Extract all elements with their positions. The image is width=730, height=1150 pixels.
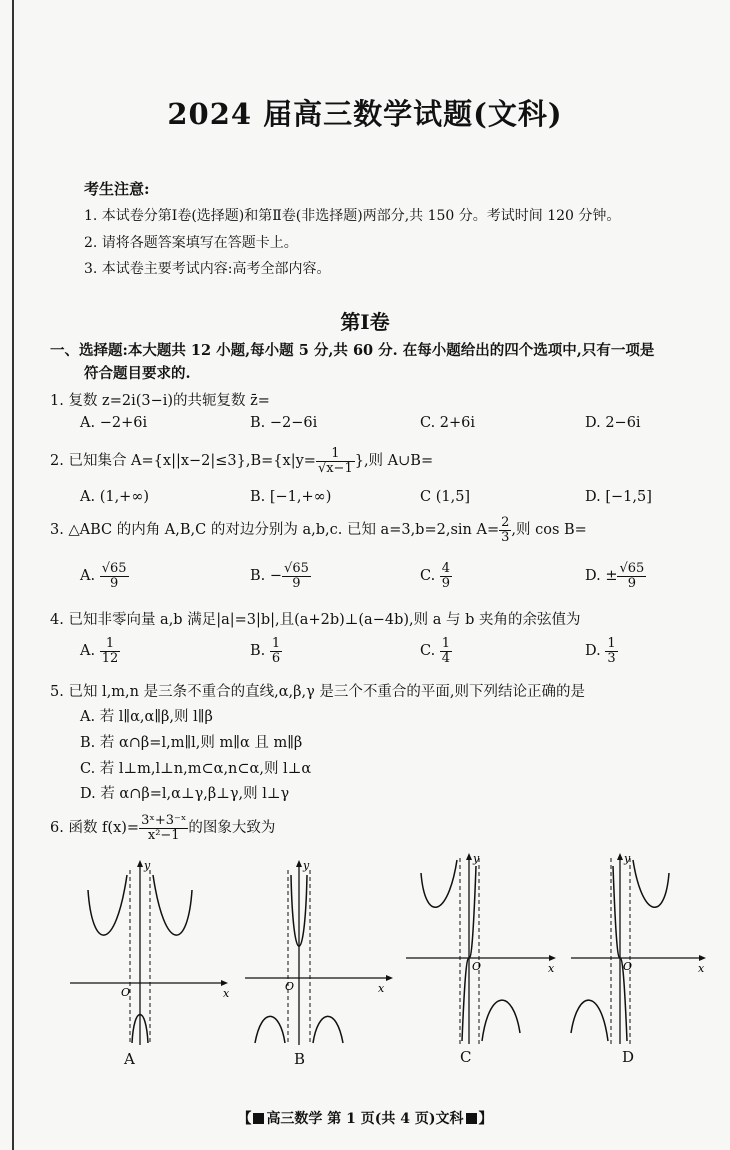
q1-option-c: C. 2+6i: [420, 415, 476, 431]
q5-option-a: A. 若 l∥α,α∥β,则 l∥β: [80, 709, 213, 725]
q3-option-c-prefix: C.: [420, 568, 436, 585]
q4-option-c-num: 1: [441, 636, 451, 651]
origin-label: O: [472, 960, 482, 973]
x-axis-arrow: [386, 975, 393, 981]
q3-option-a-den: 9: [109, 575, 119, 591]
q4-option-c-frac: [440, 637, 452, 665]
q5-option-b: B. 若 α∩β=l,m∥l,则 m∥α 且 m∥β: [80, 735, 303, 751]
q6-stem-b: 的图象大致为: [188, 820, 276, 837]
q4-option-c-den: 4: [441, 650, 451, 666]
q4-option-d-num: 1: [607, 636, 616, 651]
q3-option-d-num: √65: [619, 561, 645, 576]
q4-option-d-frac: [605, 637, 617, 665]
curve-left: [571, 1000, 608, 1041]
y-axis-arrow: [617, 853, 623, 860]
x-label: x: [378, 982, 385, 995]
q3-option-b-prefix: B. −: [250, 568, 283, 585]
q3-option-b-frac: [282, 562, 311, 590]
q3-option-d-den: 9: [627, 575, 637, 591]
q3-option-a-prefix: A.: [80, 568, 96, 585]
q4-option-a-frac: [100, 637, 121, 665]
q6-stem-a: 6. 函数 f(x)=: [50, 820, 140, 837]
footer-text: 高三数学 第 1 页(共 4 页)文科: [266, 1111, 464, 1127]
q6-graph-c-svg: [403, 848, 568, 1048]
q6-graph-a-svg: [60, 855, 235, 1050]
q3-frac-num: 2: [501, 515, 510, 530]
footer-bracket-right: 】: [478, 1111, 493, 1127]
q2-stem: [50, 447, 433, 475]
q6-graph-a: [60, 855, 235, 1050]
origin-label: O: [121, 986, 131, 999]
y-label: y: [303, 859, 310, 872]
q2-frac-den: √x−1: [317, 460, 353, 476]
q3-option-b: [250, 562, 311, 590]
x-label: x: [548, 962, 555, 975]
q3-option-d: [585, 562, 646, 590]
footer-logo-icon: [253, 1113, 264, 1124]
q6-graph-b-label: B: [294, 1050, 306, 1068]
curve-right: [153, 875, 192, 935]
q3-option-a-num: √65: [101, 561, 127, 576]
q6-stem: [50, 814, 275, 842]
y-axis-arrow: [137, 860, 143, 867]
q1-stem: 1. 复数 z=2i(3−i)的共轭复数 z̄=: [50, 393, 270, 409]
q4-option-a: [80, 637, 120, 665]
q2-stem-b: },则 A∪B=: [354, 453, 434, 470]
q3-stem-a: 3. △ABC 的内角 A,B,C 的对边分别为 a,b,c. 已知 a=3,b=2,sin A=: [50, 522, 500, 539]
x-axis-arrow: [549, 955, 556, 961]
footer-logo-icon-right: [466, 1113, 477, 1124]
curve-right: [633, 860, 669, 907]
q2-frac-num: 1: [316, 447, 355, 462]
q4-option-b-num: 1: [271, 636, 281, 651]
notice-item-1: 1. 本试卷分第Ⅰ卷(选择题)和第Ⅱ卷(非选择题)两部分,共 150 分。考试时间 120 分钟。: [84, 208, 621, 224]
section-heading: [50, 339, 730, 385]
q2-option-d: D. [−1,5]: [585, 489, 652, 505]
q4-option-b-den: 6: [271, 650, 281, 666]
q3-option-c-num: 4: [441, 561, 451, 576]
q4-option-d-den: 3: [607, 650, 616, 666]
q4-option-b-prefix: B.: [250, 643, 266, 660]
q2-option-b: B. [−1,+∞): [250, 489, 332, 505]
page-title: 2024 届高三数学试题(文科): [167, 97, 563, 131]
page-footer: [0, 1108, 730, 1128]
y-axis-arrow: [296, 860, 302, 867]
q3-option-d-prefix: D. ±: [585, 568, 618, 585]
y-label: y: [624, 852, 631, 865]
q2-fraction: [316, 447, 355, 475]
q6-graph-d: [568, 848, 718, 1048]
curve-right: [482, 1000, 520, 1041]
q5-stem: 5. 已知 l,m,n 是三条不重合的直线,α,β,γ 是三个不重合的平面,则下列结论正确的是: [50, 684, 585, 700]
q3-option-d-frac: [617, 562, 646, 590]
origin-label: O: [285, 980, 295, 993]
q4-option-a-den: 12: [101, 650, 119, 666]
q4-option-c: [420, 637, 452, 665]
q2-option-a: A. (1,+∞): [80, 489, 150, 505]
q6-frac-num: 3ˣ+3⁻ˣ: [141, 813, 187, 828]
q6-graph-b-svg: [240, 855, 400, 1050]
q6-graph-d-svg: [568, 848, 718, 1048]
notice-heading: 考生注意:: [84, 180, 150, 198]
q4-option-d: [585, 637, 618, 665]
x-axis-arrow: [221, 980, 228, 986]
origin-label: O: [623, 960, 633, 973]
q5-option-c: C. 若 l⊥m,l⊥n,m⊂α,n⊂α,则 l⊥α: [80, 761, 312, 777]
q4-stem: 4. 已知非零向量 a,b 满足|a|=3|b|,且(a+2b)⊥(a−4b),则 a 与 b 夹角的余弦值为: [50, 612, 581, 628]
q5-option-d: D. 若 α∩β=l,α⊥γ,β⊥γ,则 l⊥γ: [80, 786, 290, 802]
q4-option-a-num: 1: [100, 637, 121, 652]
q1-option-b: B. −2−6i: [250, 415, 318, 431]
q3-option-a: [80, 562, 129, 590]
q3-frac-den: 3: [501, 529, 510, 545]
q6-frac-den: x²−1: [147, 827, 180, 843]
q3-option-a-frac: [100, 562, 129, 590]
curve-left: [88, 875, 127, 935]
q6-graph-c-label: C: [460, 1048, 472, 1066]
q3-option-b-den: 9: [292, 575, 301, 591]
q6-graph-d-label: D: [622, 1048, 635, 1066]
q4-option-b: [250, 637, 282, 665]
binding-edge-line: [12, 0, 14, 1150]
q6-fraction: [139, 814, 188, 842]
q6-graph-a-label: A: [124, 1050, 135, 1068]
x-label: x: [698, 962, 705, 975]
x-label: x: [223, 987, 230, 1000]
notice-item-3: 3. 本试卷主要考试内容:高考全部内容。: [84, 261, 331, 277]
section-line-2: 符合题目要求的.: [84, 365, 191, 382]
x-axis-arrow: [699, 955, 706, 961]
q3-stem: [50, 516, 587, 544]
q6-graph-b: [240, 855, 400, 1050]
q4-option-a-prefix: A.: [80, 643, 96, 660]
curve-right: [313, 1016, 343, 1043]
y-label: y: [144, 859, 151, 872]
q2-option-c: C (1,5]: [420, 489, 471, 505]
notice-item-2: 2. 请将各题答案填写在答题卡上。: [84, 235, 298, 251]
curve-left: [255, 1016, 285, 1043]
q4-option-b-frac: [270, 637, 282, 665]
q6-graph-c: [403, 848, 568, 1048]
q3-stem-b: ,则 cos B=: [511, 522, 587, 539]
q2-stem-a: 2. 已知集合 A={x||x−2|≤3},B={x|y=: [50, 453, 316, 470]
q1-option-d: D. 2−6i: [585, 415, 641, 431]
q3-option-c-frac: [440, 562, 452, 590]
part-title: 第Ⅰ卷: [340, 310, 390, 334]
q3-option-c: [420, 562, 452, 590]
q3-fraction: [499, 516, 511, 544]
section-line-1: 一、选择题:本大题共 12 小题,每小题 5 分,共 60 分. 在每小题给出的四个选项中,只有一项是: [50, 342, 655, 359]
footer-bracket-left: 【: [237, 1111, 252, 1127]
q4-option-c-prefix: C.: [420, 643, 436, 660]
y-axis-arrow: [466, 853, 472, 860]
q1-option-a: A. −2+6i: [80, 415, 148, 431]
y-label: y: [473, 852, 480, 865]
q4-option-d-prefix: D.: [585, 643, 601, 660]
q3-option-c-den: 9: [441, 575, 451, 591]
q3-option-b-num: √65: [284, 561, 309, 576]
curve-left: [421, 860, 457, 907]
